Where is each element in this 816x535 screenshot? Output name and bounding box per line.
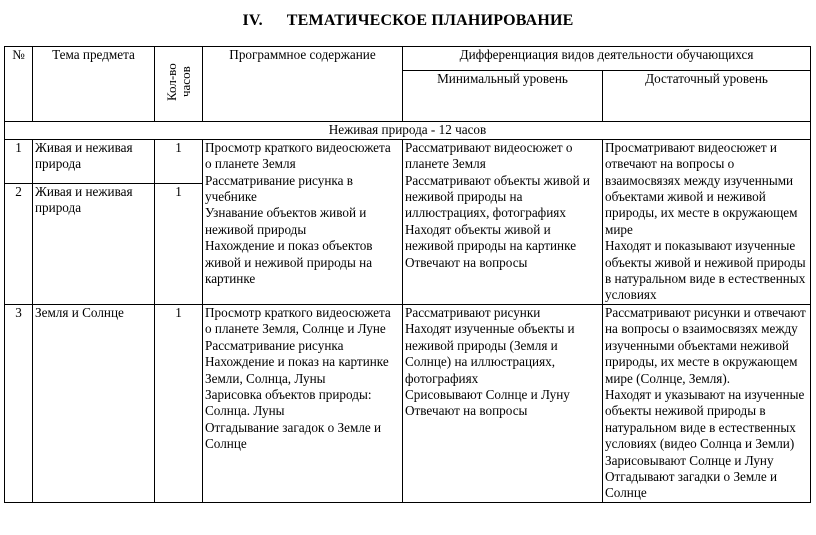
suff-line: Находят и показывают изученные объекты живой и неживой природы в натуральном виде в естественных условиях	[605, 238, 806, 303]
section-title: ТЕМАТИЧЕСКОЕ ПЛАНИРОВАНИЕ	[286, 12, 574, 29]
min-line: Отвечают на вопросы	[405, 254, 528, 270]
table-row	[5, 139, 811, 183]
row-min-level	[403, 139, 603, 304]
row-topic: Земля и Солнце	[33, 304, 155, 502]
content-line: Нахождение и показ на картинке Земли, Солнца, Луны	[205, 354, 389, 386]
content-line: Рассматривание рисунка в учебнике	[205, 172, 353, 205]
table-row	[5, 304, 811, 502]
planning-table	[4, 46, 811, 503]
row-content	[203, 139, 403, 304]
row-topic: Живая и неживая природа	[33, 139, 155, 183]
header-content: Программное содержание	[203, 47, 403, 122]
header-hours	[155, 47, 203, 122]
row-number: 3	[5, 304, 33, 502]
min-line: Рассматривают видеосюжет о планете Земля	[405, 139, 573, 172]
suff-line: Отгадывают загадки о Земле и Солнце	[605, 468, 778, 501]
min-line: Отвечают на вопросы	[405, 403, 528, 419]
section-row: Неживая природа - 12 часов	[5, 122, 811, 139]
document-title	[0, 12, 816, 30]
section-number: IV.	[242, 12, 263, 29]
row-hours: 1	[155, 139, 203, 183]
row-suff-level	[603, 139, 811, 304]
suff-line: Находят и указывают на изученные объекты неживой природы в натуральном виде в естественных условиях (видео Солнца и Земли)	[605, 386, 805, 452]
content-line: Отгадывание загадок о Земле и Солнце	[205, 419, 382, 452]
suff-line: Зарисовывают Солнце и Луну	[605, 452, 774, 468]
row-hours: 1	[155, 183, 203, 304]
content-line: Нахождение и показ объектов живой и неживой природы на картинке	[205, 238, 373, 287]
content-line: Зарисовка объектов природы: Солнца. Луны	[205, 386, 372, 419]
min-line: Рассматривают рисунки	[405, 304, 541, 320]
row-hours: 1	[155, 304, 203, 502]
row-min-level	[403, 304, 603, 502]
row-content	[203, 304, 403, 502]
row-suff-level	[603, 304, 811, 502]
header-hours-label: Кол-во часов	[163, 63, 193, 101]
row-number: 2	[5, 183, 33, 304]
min-line: Находят объекты живой и неживой природы на картинке	[405, 221, 577, 254]
content-line: Просмотр краткого видеосюжета о планете Земля	[205, 139, 391, 172]
header-topic: Тема предмета	[33, 47, 155, 122]
content-line: Узнавание объектов живой и неживой природы	[205, 205, 367, 237]
header-min-level: Минимальный уровень	[403, 70, 603, 122]
min-line: Рассматривают объекты живой и неживой природы на иллюстрациях, фотографиях	[405, 172, 590, 221]
min-line: Срисовывают Солнце и Луну	[405, 386, 570, 402]
min-line: Находят изученные объекты и неживой природы (Земля и Солнце) на иллюстрациях, фотографиях	[405, 321, 575, 386]
header-suff-level: Достаточный уровень	[603, 70, 811, 122]
content-line: Просмотр краткого видеосюжета о планете Земля, Солнце и Луне	[205, 304, 391, 337]
row-number: 1	[5, 139, 33, 183]
row-topic: Живая и неживая природа	[33, 183, 155, 304]
header-number: №	[5, 47, 33, 122]
content-line: Рассматривание рисунка	[205, 337, 344, 353]
suff-line: Просматривают видеосюжет и отвечают на вопросы о взаимосвязях между изученными объектами живой и неживой природы, их месте в окружающем мире	[605, 139, 798, 237]
header-differentiation: Дифференциация видов деятельности обучающихся	[403, 47, 811, 71]
suff-line: Рассматривают рисунки и отвечают на вопросы о взаимосвязях между изученными объектами неживой природы, их месте в окружающем мире (Солнце, Земля).	[605, 304, 806, 386]
